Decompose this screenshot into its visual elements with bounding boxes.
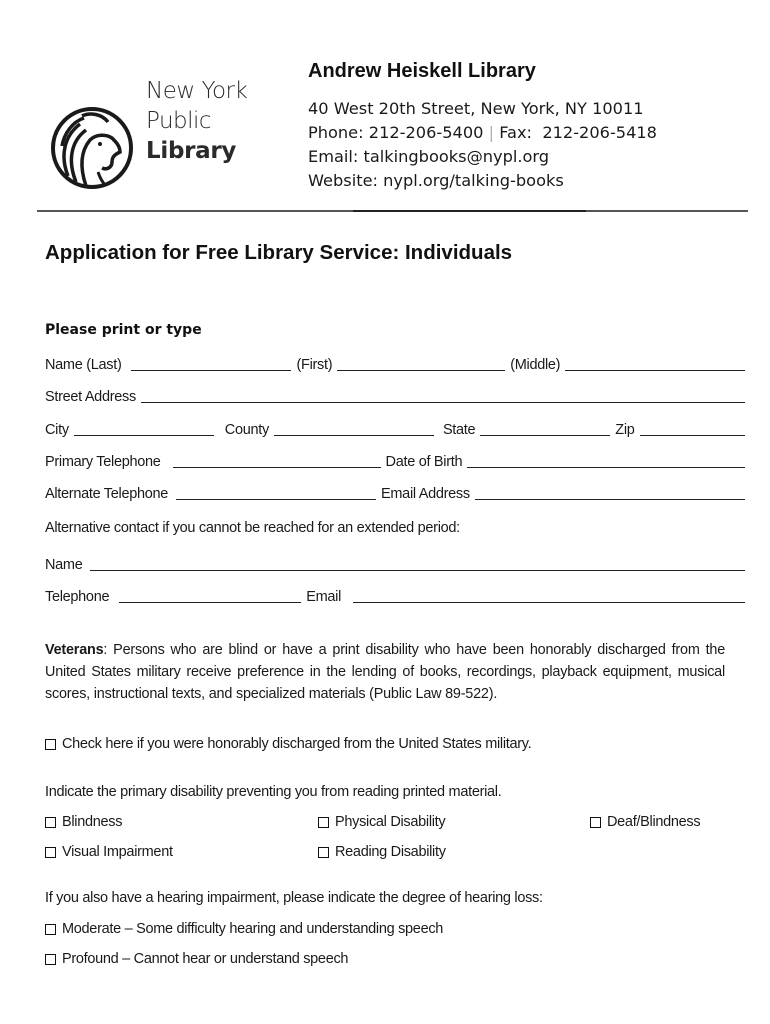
- county-field[interactable]: [274, 421, 434, 436]
- reading-disability-label: Reading Disability: [335, 844, 446, 860]
- veterans-paragraph: [45, 639, 725, 705]
- name-last-label: Name (Last): [45, 357, 122, 373]
- logo-line-3: Library: [146, 138, 237, 164]
- primary-phone-row: [45, 450, 745, 470]
- visual-impairment-checkbox[interactable]: [45, 847, 56, 858]
- name-last-field[interactable]: [131, 356, 291, 371]
- deaf-blindness-label: Deaf/Blindness: [607, 814, 701, 830]
- alternate-telephone-label: Alternate Telephone: [45, 486, 169, 502]
- alt-telephone-label: Telephone: [45, 589, 110, 605]
- option-blindness[interactable]: [45, 814, 122, 830]
- header-divider: [37, 210, 748, 212]
- state-label: State: [442, 422, 476, 438]
- physical-disability-label: Physical Disability: [335, 814, 446, 830]
- name-middle-field[interactable]: [565, 356, 745, 371]
- primary-telephone-label: Primary Telephone: [45, 454, 161, 470]
- city-row: [45, 418, 745, 438]
- alt-phone-row: [45, 585, 745, 605]
- disability-heading: Indicate the primary disability preventing you from reading printed material.: [45, 784, 502, 800]
- alt-email-label: Email: [306, 589, 341, 605]
- hearing-heading: If you also have a hearing impairment, please indicate the degree of hearing loss:: [45, 890, 543, 906]
- alt-name-field[interactable]: [90, 556, 745, 571]
- address: 40 West 20th Street, New York, NY 10011: [308, 99, 644, 118]
- name-first-label: (First): [296, 357, 333, 373]
- name-first-field[interactable]: [337, 356, 505, 371]
- hearing-moderate-checkbox[interactable]: [45, 924, 56, 935]
- city-field[interactable]: [74, 421, 214, 436]
- library-contact-info: [308, 97, 657, 193]
- alternate-telephone-field[interactable]: [176, 485, 376, 500]
- hearing-moderate-label: Moderate – Some difficulty hearing and understanding speech: [62, 921, 444, 937]
- phone-label: Phone:: [308, 123, 364, 142]
- option-hearing-profound[interactable]: [45, 951, 348, 967]
- zip-field[interactable]: [640, 421, 745, 436]
- hearing-profound-checkbox[interactable]: [45, 954, 56, 965]
- visual-impairment-label: Visual Impairment: [62, 844, 173, 860]
- name-row: [45, 353, 745, 373]
- website-line: Website: nypl.org/talking-books: [308, 171, 564, 190]
- fax-label: Fax:: [499, 123, 533, 142]
- logo-line-1: New York: [146, 78, 248, 104]
- street-address-field[interactable]: [141, 388, 745, 403]
- veteran-checkbox-label: Check here if you were honorably discharged from the United States military.: [62, 736, 532, 752]
- alt-name-label: Name: [45, 557, 83, 573]
- state-field[interactable]: [480, 421, 610, 436]
- deaf-blindness-checkbox[interactable]: [590, 817, 601, 828]
- phone-fax-line: [308, 121, 657, 145]
- blindness-checkbox[interactable]: [45, 817, 56, 828]
- alt-email-field[interactable]: [353, 588, 745, 603]
- alt-contact-heading: Alternative contact if you cannot be reached for an extended period:: [45, 520, 460, 536]
- veterans-label: Veterans: [45, 642, 104, 658]
- option-deaf-blindness[interactable]: [590, 814, 700, 830]
- street-row: [45, 385, 745, 405]
- nypl-wordmark: [146, 76, 247, 166]
- street-address-label: Street Address: [45, 389, 136, 405]
- city-label: City: [45, 422, 69, 438]
- veteran-checkbox[interactable]: [45, 739, 56, 750]
- zip-label: Zip: [615, 422, 635, 438]
- option-physical-disability[interactable]: [318, 814, 445, 830]
- print-instruction: Please print or type: [45, 322, 202, 338]
- primary-telephone-field[interactable]: [173, 453, 381, 468]
- option-visual-impairment[interactable]: [45, 844, 173, 860]
- date-of-birth-field[interactable]: [467, 453, 745, 468]
- date-of-birth-label: Date of Birth: [385, 454, 463, 470]
- library-name: Andrew Heiskell Library: [308, 60, 536, 82]
- reading-disability-checkbox[interactable]: [318, 847, 329, 858]
- name-middle-label: (Middle): [510, 357, 561, 373]
- county-label: County: [224, 422, 269, 438]
- logo-line-2: Public: [146, 108, 212, 134]
- veteran-checkbox-row[interactable]: [45, 736, 531, 752]
- alt-name-row: [45, 553, 745, 573]
- email-line: Email: talkingbooks@nypl.org: [308, 147, 550, 166]
- fax-number: 212-206-5418: [542, 123, 657, 142]
- email-address-label: Email Address: [381, 486, 470, 502]
- physical-disability-checkbox[interactable]: [318, 817, 329, 828]
- email-address-field[interactable]: [475, 485, 745, 500]
- nypl-lion-icon: [50, 106, 134, 190]
- blindness-label: Blindness: [62, 814, 123, 830]
- phone-number: 212-206-5400: [368, 123, 484, 142]
- alt-telephone-field[interactable]: [119, 588, 301, 603]
- hearing-profound-label: Profound – Cannot hear or understand speech: [62, 951, 349, 967]
- alternate-phone-row: [45, 482, 745, 502]
- option-reading-disability[interactable]: [318, 844, 446, 860]
- veterans-text: : Persons who are blind or have a print disability who have been honorably discharged from the United States military receive preference in the lending of books, recordings, playback equipment, musical scores, instructional texts, and specialized materials (Public Law 89-522).: [45, 642, 725, 702]
- form-title: Application for Free Library Service: Individuals: [45, 241, 513, 264]
- option-hearing-moderate[interactable]: [45, 921, 443, 937]
- separator: |: [488, 123, 495, 142]
